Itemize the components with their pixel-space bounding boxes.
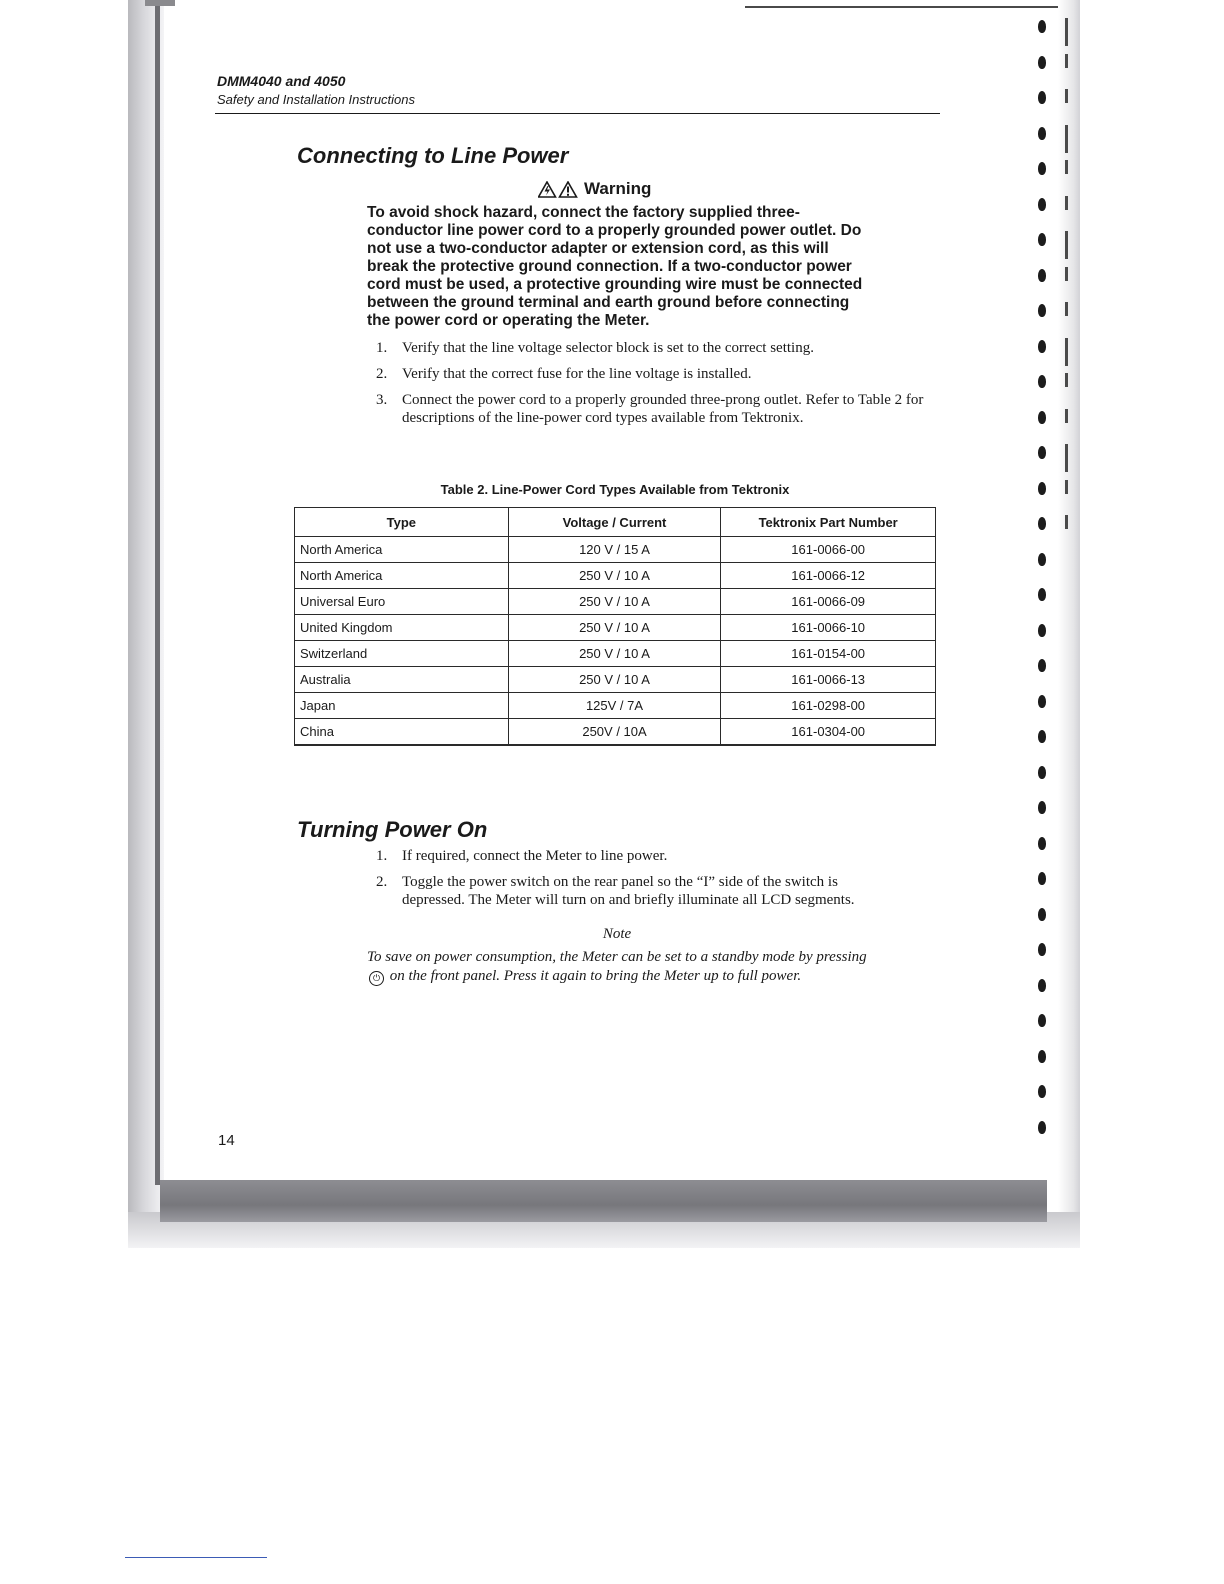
binding-dash <box>1065 444 1068 472</box>
table-row <box>295 615 936 641</box>
step-text: Verify that the line voltage selector block is set to the correct setting. <box>402 340 814 356</box>
table-row <box>295 667 936 693</box>
binding-dash <box>1065 18 1068 46</box>
binding-hole <box>1038 517 1046 530</box>
binding-dash <box>1065 267 1068 281</box>
cell-voltage: 250 V / 10 A <box>508 589 721 615</box>
binding-dash <box>1065 196 1068 210</box>
binding-holes <box>1032 20 1072 1150</box>
step-text: Connect the power cord to a properly grounded three-prong outlet. Refer to Table 2 for descriptions of the line-power cord types available from Tektronix. <box>402 392 924 426</box>
cell-voltage: 250 V / 10 A <box>508 641 721 667</box>
header-divider <box>215 113 940 114</box>
binding-hole <box>1038 269 1046 282</box>
cell-type: Switzerland <box>295 641 509 667</box>
section-heading-line-power: Connecting to Line Power <box>297 143 569 168</box>
warning-heading <box>538 179 651 199</box>
binding-hole <box>1038 1050 1046 1063</box>
step-number: 2. <box>376 874 388 890</box>
binding-hole <box>1038 91 1046 104</box>
binding-dash <box>1065 480 1068 494</box>
binding-hole <box>1038 730 1046 743</box>
warning-triangle-icons <box>538 181 578 198</box>
list-item <box>367 847 939 865</box>
cell-type: North America <box>295 563 509 589</box>
binding-dash <box>1065 89 1068 103</box>
binding-hole <box>1038 837 1046 850</box>
list-item <box>367 365 939 383</box>
binding-hole <box>1038 482 1046 495</box>
binding-hole <box>1038 411 1046 424</box>
step-text: If required, connect the Meter to line power. <box>402 848 668 864</box>
binding-hole <box>1038 801 1046 814</box>
bottom-rule <box>125 1557 267 1558</box>
step-text: Toggle the power switch on the rear panel so the “I” side of the switch is depressed. The Meter will turn on and briefly illuminate all LCD segments. <box>402 874 855 908</box>
step-number: 3. <box>376 392 388 408</box>
note-text-after: on the front panel. Press it again to bring the Meter up to full power. <box>389 968 802 984</box>
binding-hole <box>1038 56 1046 69</box>
cell-voltage: 250 V / 10 A <box>508 667 721 693</box>
binding-hole <box>1038 446 1046 459</box>
scan-edge-left <box>155 0 160 1185</box>
list-item <box>367 339 939 357</box>
binding-dash <box>1065 515 1068 529</box>
binding-hole <box>1038 127 1046 140</box>
note-text-before: To save on power consumption, the Meter can be set to a standby mode by pressing <box>367 949 867 965</box>
binding-hole <box>1038 304 1046 317</box>
binding-hole <box>1038 659 1046 672</box>
step-number: 1. <box>376 848 388 864</box>
warning-label: Warning <box>584 179 652 198</box>
cell-part-number: 161-0154-00 <box>721 641 936 667</box>
cell-part-number: 161-0066-12 <box>721 563 936 589</box>
cell-voltage: 250 V / 10 A <box>508 615 721 641</box>
binding-hole <box>1038 872 1046 885</box>
page-number: 14 <box>218 1132 235 1149</box>
binding-hole <box>1038 375 1046 388</box>
cell-part-number: 161-0066-13 <box>721 667 936 693</box>
cell-type: China <box>295 719 509 745</box>
warning-text: To avoid shock hazard, connect the factory supplied three-conductor line power cord to a properly grounded power outlet. Do not use a two-conductor adapter or extension cord, as this will break the protective ground connection. If a two-conductor power cord must be used, a protective grounding wire must be connected between the ground terminal and earth ground before connecting the power cord or operating the Meter. <box>367 204 863 329</box>
binding-hole <box>1038 695 1046 708</box>
table-row <box>295 719 936 745</box>
list-item <box>367 873 897 909</box>
binding-dash <box>1065 160 1068 174</box>
binding-hole <box>1038 233 1046 246</box>
power-cord-table <box>294 507 936 746</box>
binding-dash <box>1065 125 1068 153</box>
binding-hole <box>1038 1121 1046 1134</box>
table-row <box>295 693 936 719</box>
binding-dash <box>1065 231 1068 259</box>
cell-type: Australia <box>295 667 509 693</box>
cell-part-number: 161-0066-09 <box>721 589 936 615</box>
note-text <box>367 948 867 986</box>
binding-hole <box>1038 198 1046 211</box>
note-label: Note <box>602 926 632 942</box>
cell-part-number: 161-0298-00 <box>721 693 936 719</box>
cell-part-number: 161-0066-10 <box>721 615 936 641</box>
binding-hole <box>1038 908 1046 921</box>
binding-dash <box>1065 373 1068 387</box>
binding-dash <box>1065 409 1068 423</box>
table-row <box>295 563 936 589</box>
document-title: DMM4040 and 4050 <box>217 73 346 89</box>
document-subtitle: Safety and Installation Instructions <box>217 92 416 107</box>
binding-hole <box>1038 766 1046 779</box>
scan-edge-top-tick <box>145 0 175 6</box>
binding-hole <box>1038 1014 1046 1027</box>
cell-type: Universal Euro <box>295 589 509 615</box>
step-text: Verify that the correct fuse for the line voltage is installed. <box>402 366 752 382</box>
cell-part-number: 161-0066-00 <box>721 537 936 563</box>
scan-edge-top-line <box>745 6 1080 8</box>
column-header-part-number: Tektronix Part Number <box>721 508 936 537</box>
column-header-type: Type <box>295 508 509 537</box>
table-row <box>295 641 936 667</box>
binding-dash <box>1065 54 1068 68</box>
cell-voltage: 250V / 10A <box>508 719 721 745</box>
binding-hole <box>1038 943 1046 956</box>
cell-type: North America <box>295 537 509 563</box>
binding-dash <box>1065 302 1068 316</box>
step-number: 2. <box>376 366 388 382</box>
table-header-row <box>295 508 936 537</box>
table-caption: Table 2. Line-Power Cord Types Available from Tektronix <box>440 482 790 497</box>
column-header-voltage: Voltage / Current <box>508 508 721 537</box>
step-number: 1. <box>376 340 388 356</box>
binding-hole <box>1038 979 1046 992</box>
line-power-steps <box>367 339 939 435</box>
scan-edge-bottom <box>160 1180 1047 1222</box>
binding-dash <box>1065 338 1068 366</box>
table-row <box>295 537 936 563</box>
cell-voltage: 250 V / 10 A <box>508 563 721 589</box>
cell-voltage: 125V / 7A <box>508 693 721 719</box>
binding-hole <box>1038 553 1046 566</box>
binding-hole <box>1038 20 1046 33</box>
binding-hole <box>1038 162 1046 175</box>
binding-hole <box>1038 340 1046 353</box>
table-row <box>295 589 936 615</box>
cell-part-number: 161-0304-00 <box>721 719 936 745</box>
binding-hole <box>1038 1085 1046 1098</box>
cell-type: Japan <box>295 693 509 719</box>
section-heading-power-on: Turning Power On <box>297 817 488 842</box>
cell-voltage: 120 V / 15 A <box>508 537 721 563</box>
cell-type: United Kingdom <box>295 615 509 641</box>
list-item <box>367 391 939 427</box>
binding-hole <box>1038 588 1046 601</box>
binding-hole <box>1038 624 1046 637</box>
standby-power-icon: ⏻ <box>369 971 384 986</box>
power-on-steps <box>367 847 939 917</box>
